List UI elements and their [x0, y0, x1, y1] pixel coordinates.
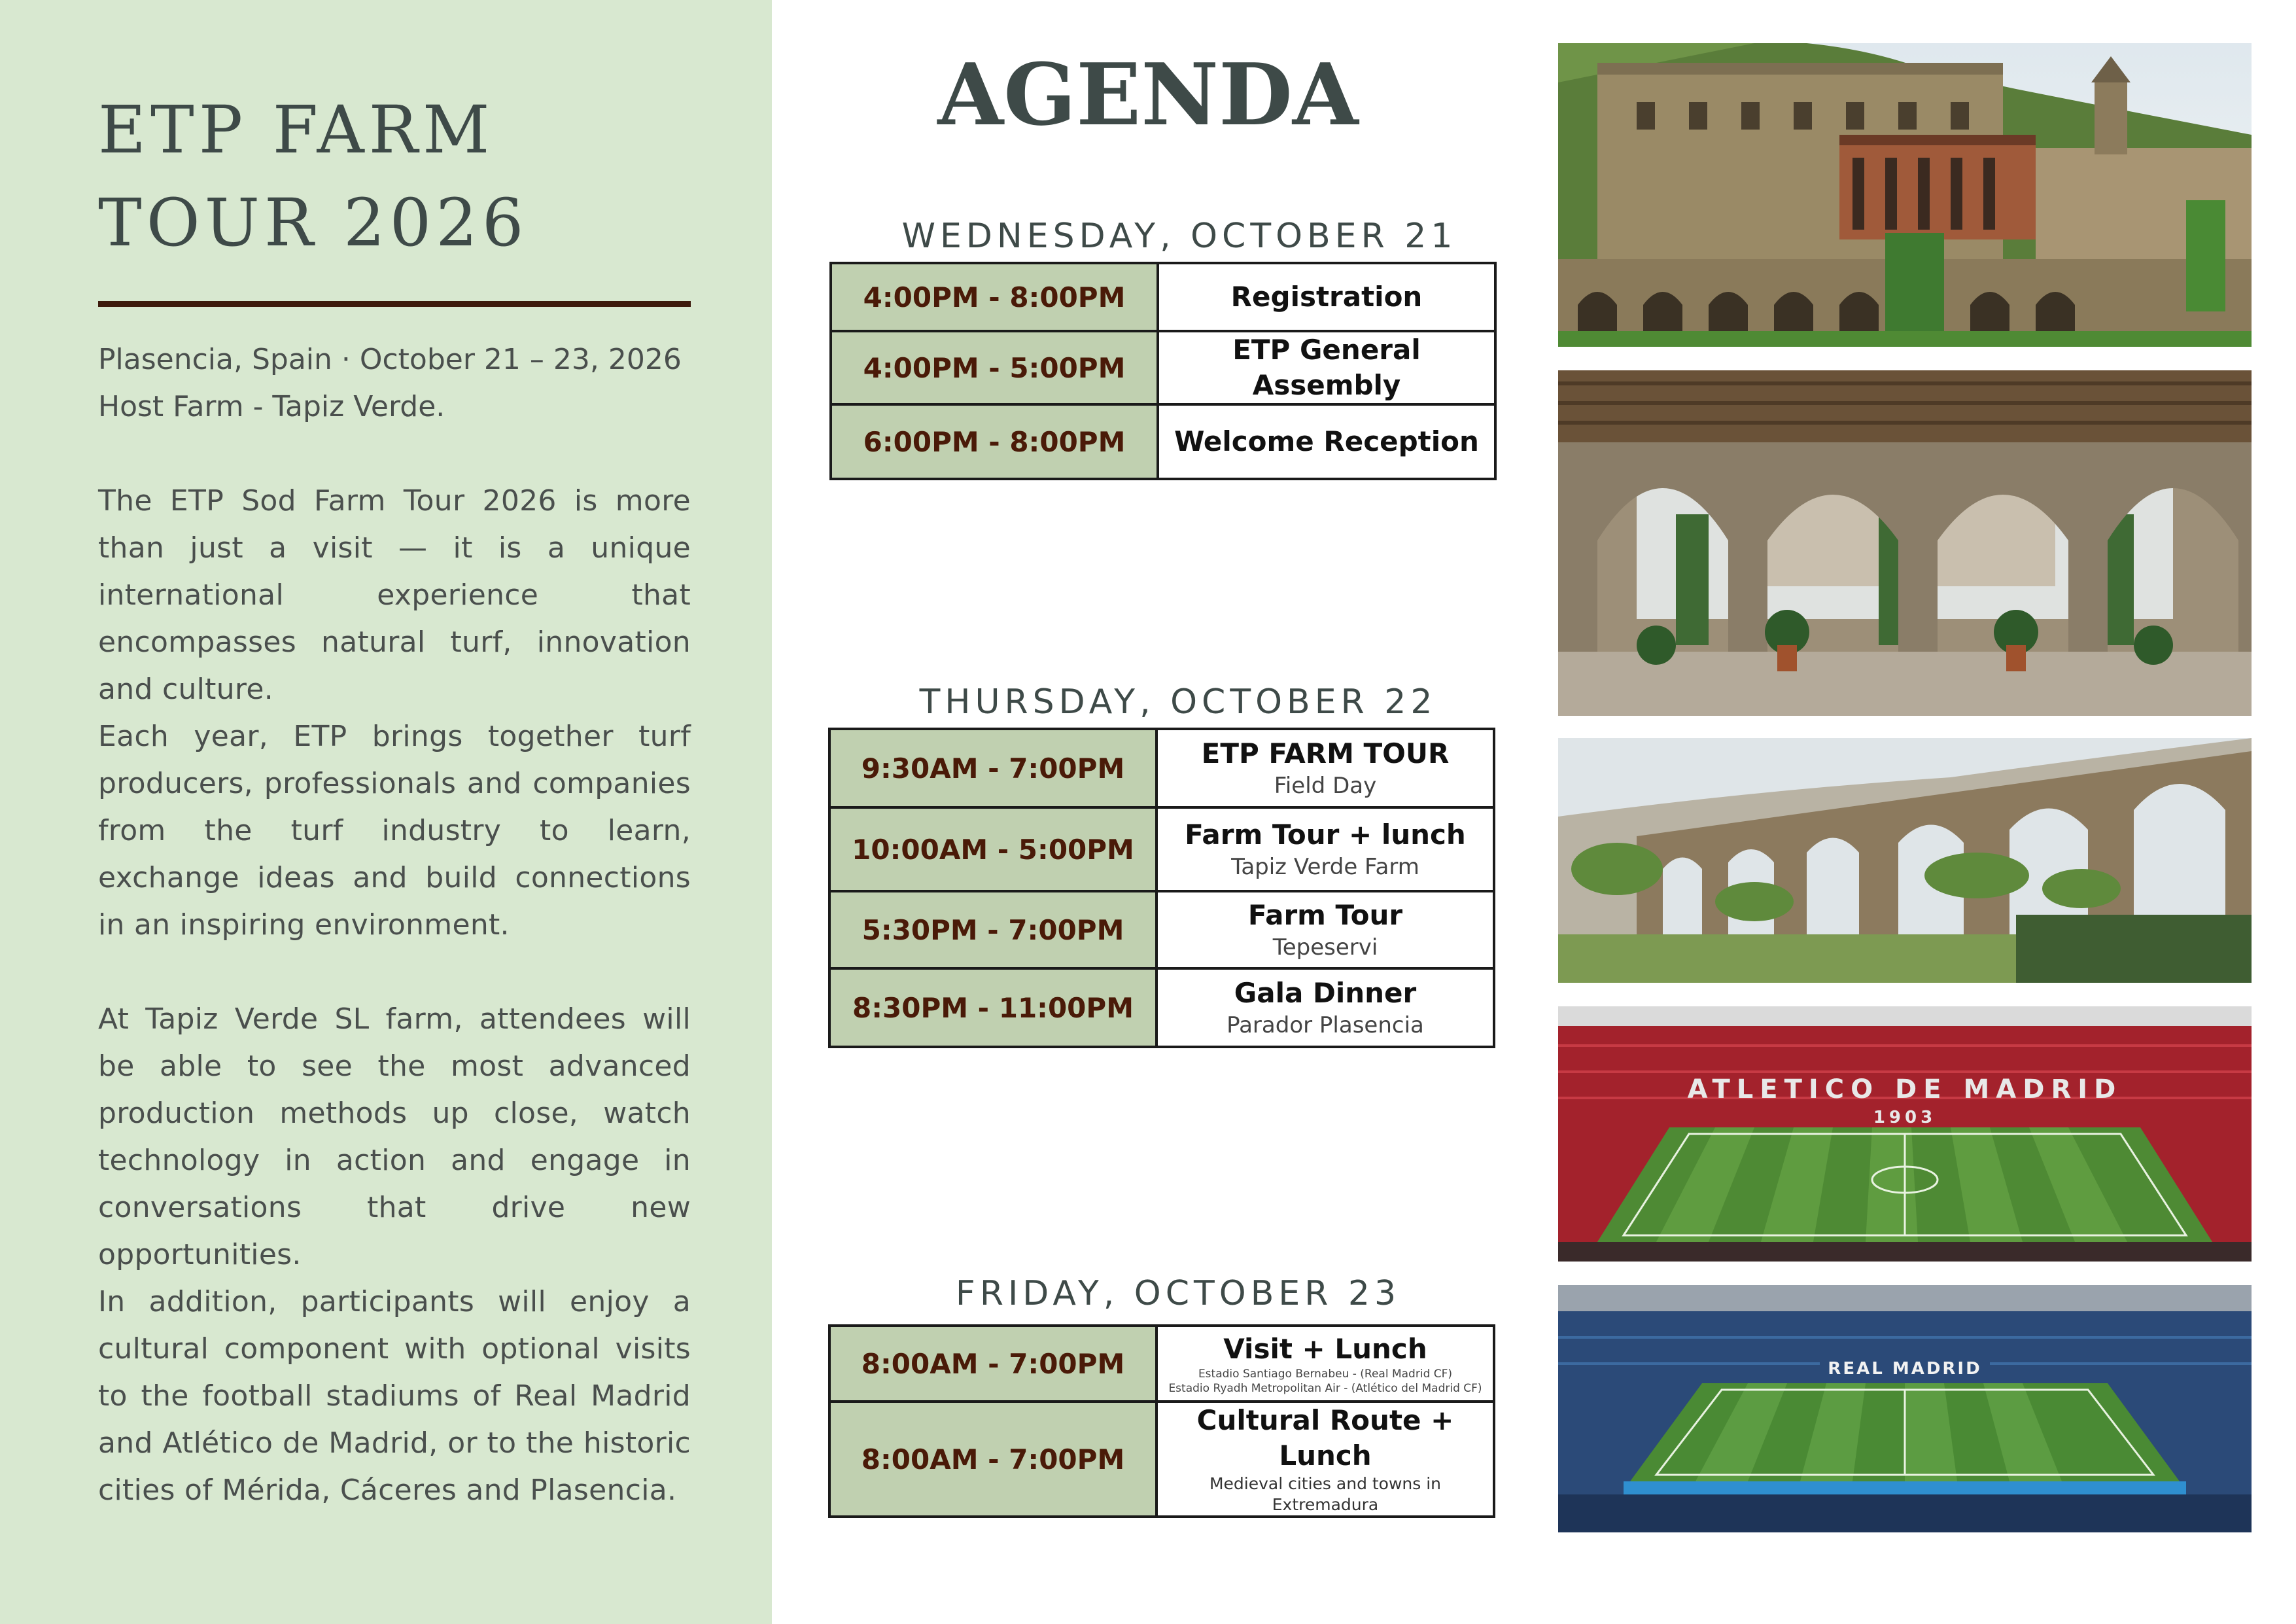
event-cell: [1158, 263, 1495, 331]
title-divider: [98, 301, 691, 307]
schedule-row: [831, 404, 1495, 479]
location-line: Plasencia, Spain · October 21 – 23, 2026: [98, 343, 682, 376]
page-title: ETP FARM TOUR 2026: [98, 92, 529, 261]
event-cell: [1157, 891, 1494, 968]
schedule-row: [829, 1326, 1494, 1402]
day-title-friday: FRIDAY, OCTOBER 23: [955, 1274, 1401, 1313]
event-cell: [1157, 1326, 1494, 1402]
time-cell: 8:00AM - 7:00PM: [829, 1326, 1157, 1402]
event-cell: [1157, 968, 1494, 1047]
event-subtitle: Tepeservi: [1272, 934, 1378, 961]
day-title-thursday: THURSDAY, OCTOBER 22: [919, 682, 1437, 722]
schedule-row: [829, 807, 1494, 891]
schedule-row: [829, 729, 1494, 807]
host-line: Host Farm - Tapiz Verde.: [98, 390, 445, 423]
intro-paragraph-3: At Tapiz Verde SL farm, attendees will be able to see the most advanced production methods up close, watch technology in action and engage in conversations that drive new opportunities.: [98, 1002, 691, 1271]
stadium-seat-lettering: REAL MADRID: [1828, 1359, 1982, 1379]
event-title: Visit + Lunch: [1223, 1333, 1427, 1365]
stadium-seat-lettering: ATLETICO DE MADRID: [1687, 1074, 2123, 1104]
event-subtitle: Tapiz Verde Farm: [1231, 854, 1419, 880]
photo-stadium-atletico: [1558, 1006, 2252, 1262]
schedule-friday: [828, 1324, 1495, 1518]
time-cell: 4:00PM - 5:00PM: [831, 331, 1158, 404]
event-title: Registration: [1230, 281, 1423, 313]
time-cell: 5:30PM - 7:00PM: [829, 891, 1157, 968]
schedule-row: [829, 891, 1494, 968]
event-cell: [1157, 1402, 1494, 1517]
event-title: Farm Tour: [1247, 899, 1403, 931]
event-cell: [1157, 807, 1494, 891]
event-title: Gala Dinner: [1234, 977, 1417, 1009]
intro-paragraph-4: In addition, participants will enjoy a cultural component with optional visits to the football stadiums of Real Madrid and Atlético de Madrid, or to the historic cities of Mérida, Cáceres and Plasencia.: [98, 1285, 691, 1507]
event-cell: [1157, 729, 1494, 807]
event-title: ETP General Assembly: [1232, 334, 1421, 401]
time-cell: 10:00AM - 5:00PM: [829, 807, 1157, 891]
intro-paragraph-2: Each year, ETP brings together turf producers, professionals and companies from the turf industry to learn, exchange ideas and build connections in an inspiring environment.: [98, 720, 691, 942]
time-cell: 8:00AM - 7:00PM: [829, 1402, 1157, 1517]
photo-monastery: [1558, 43, 2252, 347]
time-cell: 4:00PM - 8:00PM: [831, 263, 1158, 331]
event-subtitle: Estadio Ryadh Metropolitan Air - (Atlético del Madrid CF): [1168, 1382, 1482, 1395]
event-cell: [1158, 404, 1495, 479]
intro-paragraph-1: The ETP Sod Farm Tour 2026 is more than just a visit — it is a unique international experience that encompasses natural turf, innovation and culture.: [98, 484, 691, 706]
event-subtitle: Field Day: [1274, 773, 1377, 799]
time-cell: 9:30AM - 7:00PM: [829, 729, 1157, 807]
photo-stadium-real-madrid: [1558, 1285, 2252, 1532]
day-title-wednesday: WEDNESDAY, OCTOBER 21: [901, 217, 1457, 256]
intro-panel: [0, 0, 772, 1624]
schedule-wednesday: [829, 262, 1497, 480]
event-title: ETP FARM TOUR: [1201, 737, 1450, 769]
time-cell: 8:30PM - 11:00PM: [829, 968, 1157, 1047]
event-title: Cultural Route + Lunch: [1196, 1404, 1454, 1472]
event-cell: [1158, 331, 1495, 404]
schedule-row: [829, 1402, 1494, 1517]
event-subtitle: Parador Plasencia: [1226, 1012, 1424, 1038]
photo-cloister: [1558, 370, 2252, 716]
event-details: [98, 336, 691, 431]
event-title: Farm Tour + lunch: [1185, 819, 1466, 851]
stadium-seat-year: 1903: [1873, 1108, 1937, 1127]
schedule-thursday: [828, 728, 1495, 1048]
event-title: Welcome Reception: [1174, 425, 1479, 457]
schedule-row: [831, 263, 1495, 331]
time-cell: 6:00PM - 8:00PM: [831, 404, 1158, 479]
photo-aqueduct: [1558, 738, 2252, 983]
event-subtitle: Estadio Santiago Bernabeu - (Real Madrid CF): [1198, 1368, 1453, 1381]
agenda-title: AGENDA: [937, 44, 1359, 145]
schedule-row: [831, 331, 1495, 404]
schedule-row: [829, 968, 1494, 1047]
event-subtitle: Medieval cities and towns in Extremadura: [1209, 1474, 1442, 1514]
